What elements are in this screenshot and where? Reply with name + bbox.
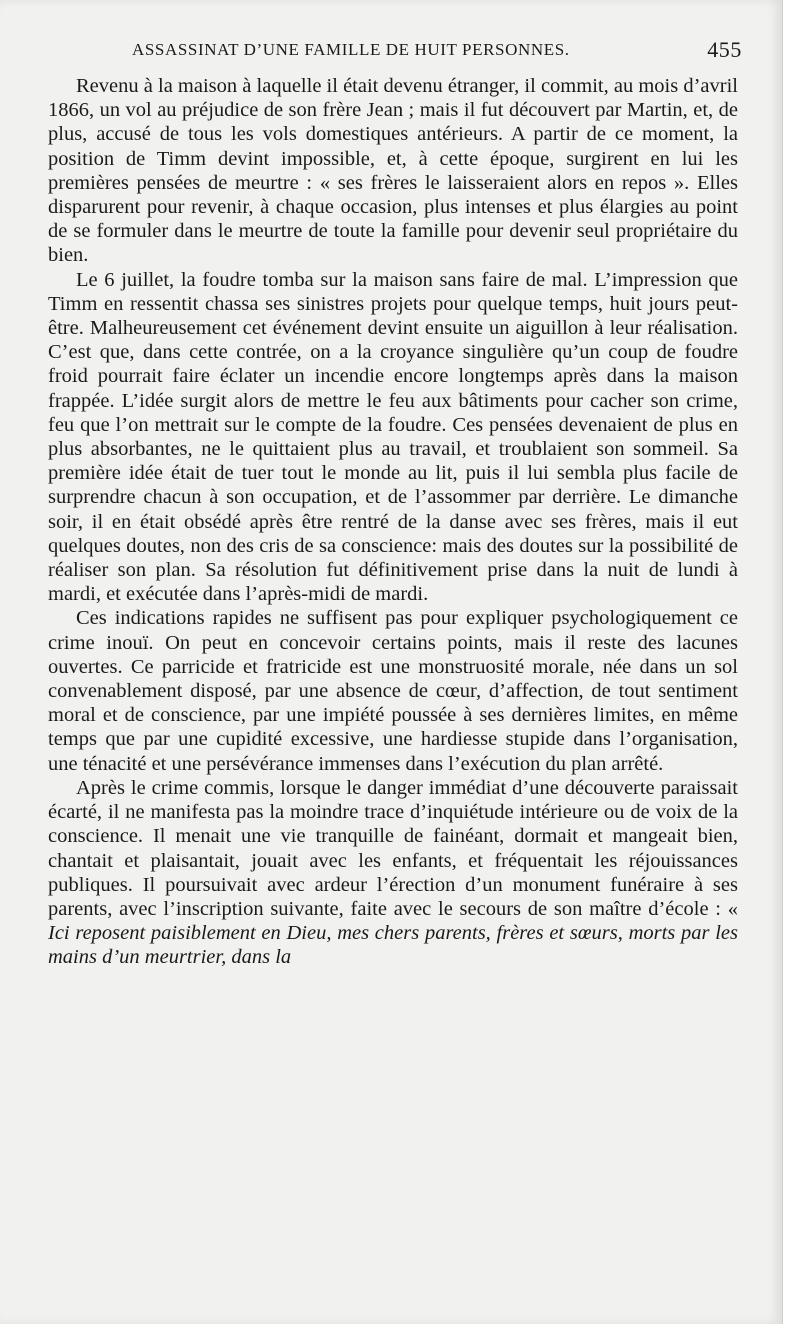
paragraph: Ces indications rapides ne suffisent pas pour expliquer psychologiquement ce crime inouï. On peut en concevoir certains points, mais il reste des lacunes ouvertes. Ce parricide et fratricide est une monstruosité morale, née dans un sol convenablement disposé, par une absence de cœur, d’affection, de tout sentiment moral et de conscience, par une impiété poussée à ses dernières limites, en même temps que par une cupidité excessive, une hardiesse stupide dans l’organisation, une ténacité et une persévérance immenses dans l’exécution du plan arrêté. bbox=[48, 607, 738, 775]
paragraph-last bbox=[48, 776, 738, 970]
paragraph: Le 6 juillet, la foudre tomba sur la maison sans faire de mal. L’impression que Timm en ressentit chassa ses sinistres projets pour quelque temps, huit jours peut-être. Malheureusement cet événement devint ensuite un aiguillon à leur réalisation. C’est que, dans cette contrée, on a la croyance singulière qu’un coup de foudre froid pourrait faire éclater un incendie encore longtemps après dans la maison frappée. L’idée surgit alors de mettre le feu aux bâtiments pour cacher son crime, feu que l’on mettrait sur le compte de la foudre. Ces pensées devenaient de plus en plus absorbantes, ne le quittaient plus au travail, et troublaient son sommeil. Sa première idée était de tuer tout le monde au lit, puis il lui sembla plus facile de surprendre chacun à son occupation, et de l’assommer par derrière. Le dimanche soir, il en était obsédé après être rentré de la danse avec ses frères, mais il eut quelques doutes, non des cris de sa conscience: mais des doutes sur la possibilité de réaliser son plan. Sa résolution fut définitivement prise dans la nuit de lundi à mardi, et exécutée dans l’après-midi de mardi. bbox=[48, 268, 738, 606]
epitaph-quote: Ici reposent paisiblement en Dieu, mes chers parents, frères et sœurs, morts par les mains d’un meurtrier, dans la bbox=[48, 922, 738, 969]
paragraph: Revenu à la maison à laquelle il était devenu étranger, il commit, au mois d’avril 1866, un vol au préjudice de son frère Jean ; mais il fut découvert par Martin, et, de plus, accusé de tous les vols domestiques antérieurs. A partir de ce moment, la position de Timm devint impossible, et, à cette époque, surgirent en lui les premières pensées de meurtre : « ses frères le laisseraient alors en repos ». Elles disparurent pour revenir, à chaque occasion, plus intenses et plus élargies au point de se formuler dans le meurtre de toute la famille pour devenir seul propriétaire du bien. bbox=[48, 75, 738, 267]
page-number: 455 bbox=[707, 37, 742, 62]
running-head-title: ASSASSINAT D’UNE FAMILLE DE HUIT PERSONNES. bbox=[132, 40, 570, 59]
paragraph-text: Après le crime commis, lorsque le danger immédiat d’une découverte paraissait écarté, il ne manifesta pas la moindre trace d’inquiétude intérieure ou de voix de la conscience. Il menait une vie tranquille de fainéant, dormait et mangeait bien, chantait et plaisantait, jouait avec les enfants, et fréquentait les réjouissances publiques. Il poursuivait avec ardeur l’érection d’un monument funéraire à ses parents, avec l’inscription suivante, faite avec le secours de son maître d’école : « bbox=[48, 776, 738, 920]
body-text bbox=[48, 74, 738, 970]
